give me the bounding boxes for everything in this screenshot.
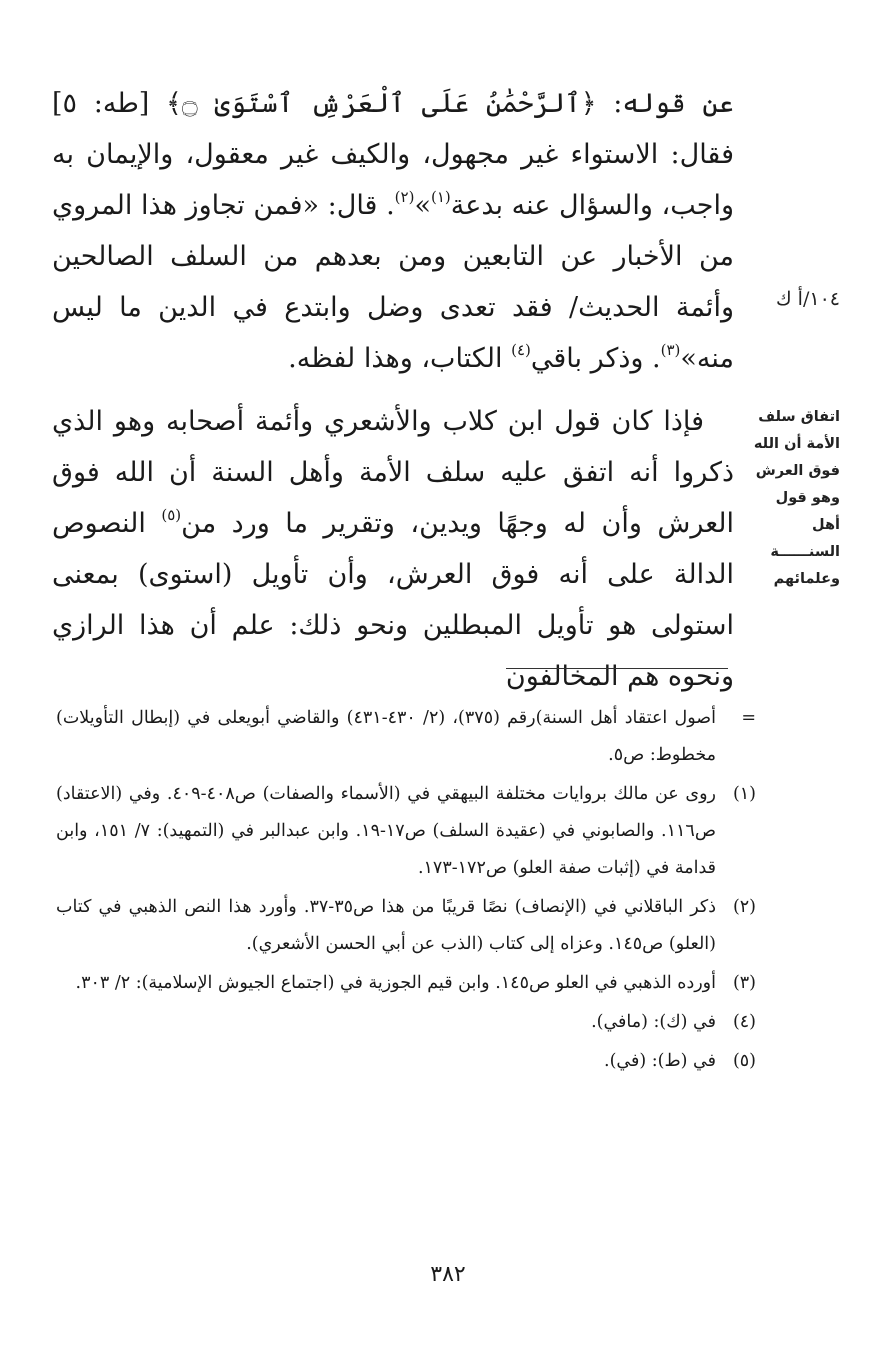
line: عن قوله: ﴿ٱلرَّحْمَٰنُ عَلَى ٱلْعَرْشِ ٱسْتَوَىٰ ۝﴾ [طه: ٥] فقال: bbox=[52, 88, 734, 170]
paragraph-2 bbox=[52, 396, 734, 702]
main-text bbox=[52, 78, 734, 702]
footnote-number: = bbox=[741, 708, 756, 728]
footnote-ref-3: (٣) bbox=[660, 341, 681, 359]
footnotes bbox=[56, 700, 756, 1082]
paragraph-1 bbox=[52, 78, 734, 384]
period: . bbox=[652, 343, 661, 374]
margin-heading-line: فوق العرش bbox=[755, 463, 840, 479]
margin-heading-line: اتفاق سلف bbox=[758, 409, 840, 425]
margin-heading-line: وهو قول أهل bbox=[775, 490, 840, 533]
footnote-ref-2: (٢) bbox=[394, 188, 415, 206]
footnote-text: أورده الذهبي في العلو ص١٤٥. وابن قيم الجوزية في (اجتماع الجيوش الإسلامية): ٢/ ٣٠٣. bbox=[75, 973, 716, 993]
line: المبطلين ونحو ذلك: علم أن هذا الرازي ونحوه هم المخالفون bbox=[52, 610, 734, 692]
line: وأن له وجهًا ويدين، وتقرير ما ورد من bbox=[181, 508, 642, 539]
line: . قال: «فمن تجاوز هذا المروي من bbox=[52, 190, 734, 272]
footnote-item bbox=[56, 1043, 756, 1080]
line: والسؤال عنه بدعة bbox=[450, 190, 653, 221]
footnote-text: روى عن مالك بروايات مختلفة البيهقي في (الأسماء والصفات) ص٤٠٨-٤٠٩. وفي (الاعتقاد) ص١١٦. والصابوني في (عقيدة السلف) ص١٧-١٩. وابن عبدالبر في (التمهيد): ٧/ ١٥١، وابن قدامة في (إثبات صفة العلو) ص١٧٢-١٧٣. bbox=[56, 784, 716, 878]
margin-heading-line: السنــــــة bbox=[770, 544, 840, 560]
line: الأخبار عن التابعين ومن بعدهم من السلف الصالحين وأئمة bbox=[52, 241, 734, 323]
line: فإذا كان قول ابن كلاب والأشعري وأئمة أصحابه وهو الذي bbox=[52, 406, 704, 437]
footnote-text: ذكر الباقلاني في (الإنصاف) نصًا قريبًا من هذا ص٣٥-٣٧. وأورد هذا النص الذهبي في كتاب (العلو) ص١٤٥. وعزاه إلى كتاب (الذب عن أبي الحسن الأشعري). bbox=[56, 897, 716, 954]
footnote-number: (١) bbox=[732, 784, 756, 804]
footnote-text: في (ط): (في). bbox=[604, 1051, 716, 1071]
margin-heading bbox=[748, 404, 840, 593]
page-number: ٣٨٢ bbox=[430, 1262, 466, 1287]
footnote-number: (٢) bbox=[732, 897, 756, 917]
line: وذكر باقي bbox=[530, 343, 644, 374]
footnote-item bbox=[56, 965, 756, 1002]
line: الاستواء غير مجهول، والكيف غير معقول، والإيمان به واجب، bbox=[52, 139, 734, 221]
footnote-number: (٥) bbox=[732, 1051, 756, 1071]
line: الحديث/ فقد تعدى وضل وابتدع في الدين ما ليس منه» bbox=[52, 292, 734, 374]
footnote-ref-5: (٥) bbox=[161, 506, 182, 524]
footnote-item bbox=[56, 889, 756, 963]
margin-heading-line: وعلمائهم bbox=[773, 571, 840, 587]
footnote-ref-1: (١) bbox=[430, 188, 451, 206]
footnote-text: أصول اعتقاد أهل السنة)رقم (٣٧٥)، (٢/ ٤٣٠-٤٣١) والقاضي أبويعلى في (إبطال التأويلات) مخطوط: ص٥. bbox=[56, 708, 716, 765]
footnote-ref-4: (٤) bbox=[511, 341, 531, 359]
line: ذكروا أنه اتفق عليه سلف الأمة وأهل السنة أن الله فوق العرش bbox=[52, 457, 734, 539]
footnote-item bbox=[56, 1004, 756, 1041]
line: النصوص الدالة على bbox=[52, 508, 734, 590]
margin-heading-line: الأمة أن الله bbox=[753, 436, 840, 452]
quote-mark: » bbox=[414, 190, 431, 221]
footnote-item bbox=[56, 700, 756, 774]
line: أنه فوق العرش، وأن تأويل (استوى) بمعنى استولى هو تأويل bbox=[52, 559, 735, 641]
line: الكتاب، وهذا لفظه. bbox=[288, 343, 512, 374]
footnote-number: (٤) bbox=[732, 1012, 756, 1032]
footnote-divider bbox=[506, 668, 728, 669]
footnote-item bbox=[56, 776, 756, 887]
footnote-text: في (ك): (مافي). bbox=[591, 1012, 716, 1032]
manuscript-folio-mark: ١٠٤/أ ك bbox=[775, 288, 840, 310]
footnote-number: (٣) bbox=[732, 973, 756, 993]
